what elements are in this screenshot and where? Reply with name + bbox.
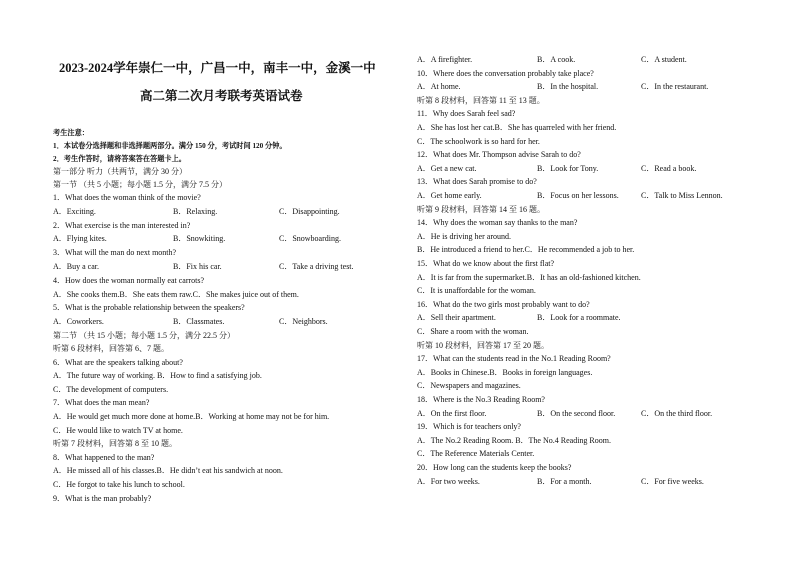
question-line: 4．How does the woman normally eat carrots? (53, 275, 205, 285)
answer-option: C．A student. (641, 55, 687, 64)
question-line: A．He would get much more done at home.B．Working at home may not be for him. (53, 412, 330, 421)
exam-title-line1: 2023-2024学年崇仁一中，广昌一中，南丰一中，金溪一中 (59, 61, 376, 75)
answer-option: C．In the restaurant. (641, 82, 709, 92)
answer-option: B．Focus on her lessons. (537, 191, 619, 200)
answer-option: C．Neighbors. (279, 317, 328, 327)
question-line: C．The Reference Materials Center. (417, 449, 535, 459)
question-line: A．Sell their apartment. (417, 313, 496, 323)
question-line: A．He missed all of his classes.B．He didn’t eat his sandwich at noon. (53, 466, 283, 476)
question-line: 13．What does Sarah promise to do? (417, 177, 537, 187)
question-line: 听第 9 段材料，回答第 14 至 16 题。 (417, 204, 545, 214)
question-line: 17．What can the students read in the No.1 Reading Room? (417, 354, 611, 364)
question-line: C．The development of computers. (53, 384, 169, 394)
question-line: C．He would like to watch TV at home. (53, 425, 183, 435)
question-line: 听第 10 段材料，回答第 17 至 20 题。 (417, 340, 549, 350)
question-line: C．Newspapers and magazines. (417, 381, 521, 391)
answer-option: C．Take a driving test. (279, 262, 354, 271)
question-line: 14．Why does the woman say thanks to the man? (417, 218, 578, 228)
answer-option: C．Talk to Miss Lennon. (641, 191, 723, 200)
part1-heading: 第一部分 听力（共两节，满分 30 分） (53, 167, 187, 176)
answer-option: C．On the third floor. (641, 408, 713, 418)
question-line: 18．Where is the No.3 Reading Room? (417, 395, 545, 404)
question-line: A．It is far from the supermarket.B．It has an old-fashioned kitchen. (417, 272, 641, 282)
answer-option: B．On the second floor. (537, 408, 616, 418)
question-line: A．Flying kites. (53, 234, 107, 244)
question-line: 听第 7 段材料，回答第 8 至 10 题。 (53, 439, 177, 449)
section1-heading: 第一节 （共 5 小题；每小题 1.5 分，满分 7.5 分） (53, 180, 227, 189)
question-line: 2．What exercise is the man interested in? (53, 220, 191, 230)
section2-heading: 第二节 （共 15 小题；每小题 1.5 分，满分 22.5 分） (53, 331, 235, 340)
question-line: C．It is unaffordable for the woman. (417, 286, 536, 296)
question-line: A．On the first floor. (417, 408, 487, 418)
question-line: 11．Why does Sarah feel sad? (417, 109, 516, 119)
answer-option: B．Relaxing. (173, 206, 218, 216)
answer-option: B．Snowkiting. (173, 234, 226, 244)
answer-option: B．In the hospital. (537, 82, 599, 92)
question-line: 听第 8 段材料，回答第 11 至 13 题。 (417, 95, 545, 105)
answer-option: C．For five weeks. (641, 476, 704, 486)
answer-option: B．Fix his car. (173, 262, 222, 271)
question-line: A．Exciting. (53, 206, 96, 216)
question-line: 15．What do we know about the first flat? (417, 259, 555, 268)
question-line: A．She cooks them.B．She eats them raw.C．She makes juice out of them. (53, 289, 299, 299)
answer-option: B．For a month. (537, 476, 592, 486)
question-line: 8．What happened to the man? (53, 452, 155, 462)
question-line: 3．What will the man do next month? (53, 248, 177, 258)
notice-item-1: 1．本试卷分选择题和非选择题两部分。满分 150 分，考试时间 120 分钟。 (53, 142, 287, 150)
question-line: 12．What does Mr. Thompson advise Sarah to do? (417, 150, 581, 160)
question-line: A．He is driving her around. (417, 231, 511, 241)
question-line: A．She has lost her cat.B．She has quarreled with her friend. (417, 123, 617, 132)
answer-option: C．Disappointing. (279, 206, 340, 216)
notice-heading: 考生注意： (53, 129, 89, 137)
question-line: C．Share a room with the woman. (417, 327, 529, 336)
question-line: A．Buy a car. (53, 262, 99, 271)
question-line: C．The schoolwork is so hard for her. (417, 136, 540, 146)
question-line: 5．What is the probable relationship between the speakers? (53, 303, 245, 313)
notice-item-2: 2．考生作答时，请将答案答在答题卡上。 (53, 155, 186, 163)
question-line: A．The future way of working. B．How to find a satisfying job. (53, 371, 262, 381)
question-line: B．He introduced a friend to her.C．He recommended a job to her. (417, 245, 635, 255)
question-line: 听第 6 段材料，回答第 6、7 题。 (53, 344, 169, 353)
question-line: A．At home. (417, 82, 461, 92)
question-line: A．The No.2 Reading Room. B．The No.4 Reading Room. (417, 435, 611, 445)
question-line: 1．What does the woman think of the movie? (53, 193, 201, 202)
question-line: A．Get home early. (417, 191, 482, 200)
answer-option: C．Read a book. (641, 163, 697, 173)
question-line: 6．What are the speakers talking about? (53, 357, 183, 367)
question-line: A．Coworkers. (53, 317, 104, 327)
answer-option: B．Classmates. (173, 317, 225, 327)
question-line: 10．Where does the conversation probably take place? (417, 68, 594, 78)
answer-option: B．Look for a roommate. (537, 313, 621, 323)
question-line: 20．How long can the students keep the books? (417, 463, 572, 472)
question-line: 9．What is the man probably? (53, 493, 152, 503)
question-line: 7．What does the man mean? (53, 398, 150, 408)
answer-option: B．A cook. (537, 55, 576, 64)
answer-option: B．Look for Tony. (537, 163, 599, 173)
question-line: A．Books in Chinese.B．Books in foreign languages. (417, 367, 593, 377)
question-line: 19．Which is for teachers only? (417, 422, 521, 432)
answer-option: C．Snowboarding. (279, 234, 341, 244)
question-line: A．Get a new cat. (417, 163, 477, 173)
question-line: A．A firefighter. (417, 55, 473, 64)
question-line: A．For two weeks. (417, 476, 480, 486)
exam-title-line2: 高二第二次月考联考英语试卷 (140, 89, 303, 103)
question-line: 16．What do the two girls most probably want to do? (417, 299, 590, 309)
question-line: C．He forgot to take his lunch to school. (53, 480, 185, 489)
